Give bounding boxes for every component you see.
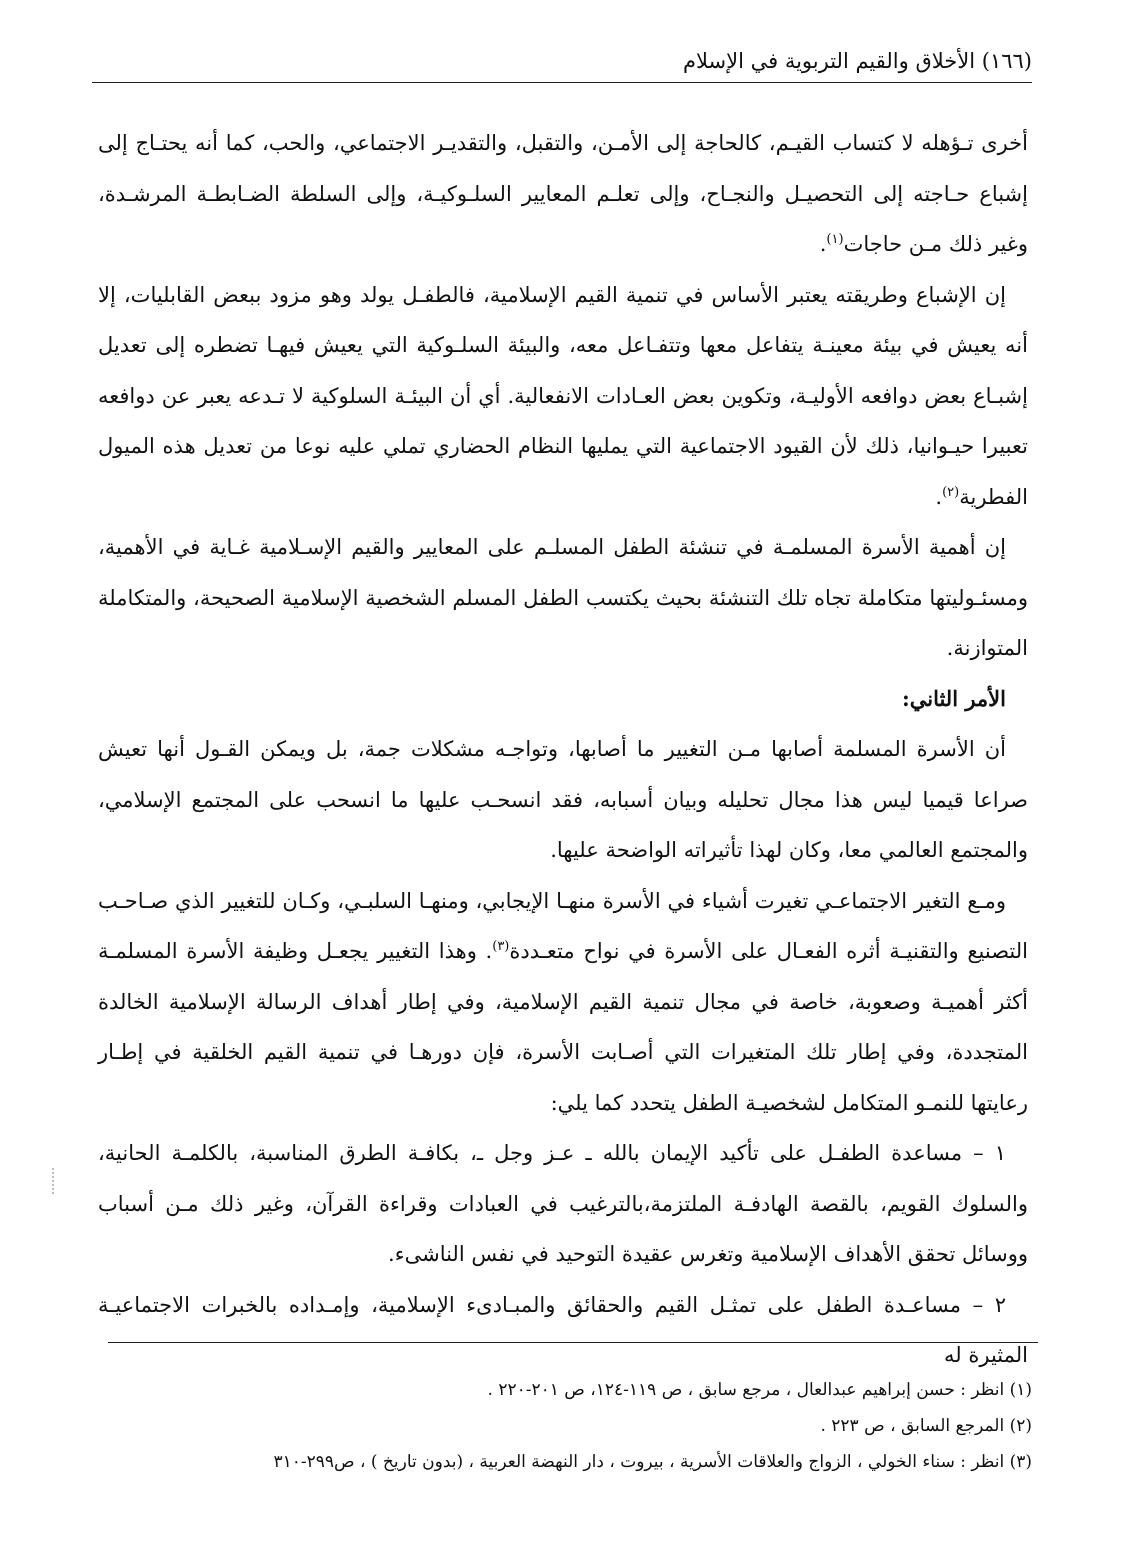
paragraph-3: إن أهمية الأسرة المسلمـة في تنشئة الطفل المسلـم على المعايير والقيم الإسـلامية غـاية في الأهمية، ومسئـوليتها متكاملة تجاه تلك التنشئة بحيث يكتسب الطفل المسلم الشخصية الإسلامية الصحيحة، والمتكاملة المتوازنة. bbox=[98, 535, 1028, 660]
paragraph-1-text: أخرى تـؤهله لا كتساب القيـم، كالحاجة إلى الأمـن، والتقبل، والتقديـر الاجتماعي، والحب، كما أنه يحتـاج إلى إشباع حـاجته إلى التحصيـل والنجـاح، وإلى تعلـم المعايير السلـوكيـة، وإلى السلطة الضـابطـة المرشـدة، وغير ذلك مـن حاجات bbox=[98, 131, 1028, 256]
footnote-ref-1[interactable]: (١) bbox=[826, 232, 844, 247]
list-item-2: ٢ – مساعـدة الطفل على تمثـل القيم والحقائق والمبـادىء الإسلامية، وإمـداده بالخبرات الاجتماعيـة المثيرة له bbox=[98, 1292, 1028, 1367]
paragraph-5-text-b: . وهذا التغيير يجعـل وظيفة الأسرة المسلمـة أكثر أهميـة وصعوبة، خاصة في مجال تنمية القيم الإسلامية، وفي إطار أهداف الرسالة الإسلامية الخالدة المتجددة، وفي إطار تلك المتغيرات التي أصـابت الأسرة، فإن دورهـا في تنمية القيم الخلقية في إطـار رعايتها للنمـو المتكامل لشخصيـة الطفل يتحدد كما يلي: bbox=[98, 939, 1028, 1115]
paragraph-2 bbox=[98, 270, 1028, 523]
footnote-divider bbox=[108, 1342, 1038, 1343]
paragraph-5-text-a: ومـع التغير الاجتماعـي تغيرت أشياء في الأسرة منهـا الإيجابي، ومنهـا السلبـي، وكـان للتغيير الذي صـاحـب التصنيع والتقنيـة أثره الفعـال على الأسرة في نواح متعـددة bbox=[98, 888, 1029, 963]
paragraph-2-end: . bbox=[935, 484, 943, 509]
footnote-1: (١) انظر : حسن إبراهيم عبدالعال ، مرجع سابق ، ص ١١٩-١٢٤، ص ٢٠١-٢٢٠ . bbox=[487, 1380, 1032, 1400]
footnote-ref-3[interactable]: (٣) bbox=[492, 939, 510, 954]
paragraph-2-text: إن الإشباع وطريقته يعتبر الأساس في تنمية القيم الإسلامية، فالطفـل يولد وهو مزود ببعض القابليات، إلا أنه يعيش في بيئة معينـة يتفاعل معها وتتفـاعل معه، والبيئة السلـوكية التي يعيش فيهـا تضطره إلى تعديل إشبـاع بعض دوافعه الأوليـة، وتكوين بعض العـادات الانفعالية. أي أن البيئـة السلوكية لا تـدعه يعبر عن دوافعه تعبيرا حيـوانيا، ذلك لأن القيود الاجتماعية التي يمليها النظام الحضاري تملي عليه نوعا من تعديل هذه الميول الفطرية bbox=[98, 282, 1028, 509]
page-number: (١٦٦) bbox=[981, 49, 1032, 73]
list-item-1: ١ – مساعدة الطفـل على تأكيد الإيمان بالله ـ عـز وجل ـ، بكافـة الطرق المناسبة، بالكلمـة الحانية، والسلوك القويم، بالقصة الهادفـة الملتزمة،بالترغيب في العبادات وقراءة القرآن، وغير ذلك مـن أسباب ووسائل تحقق الأهداف الإسلامية وتغرس عقيدة التوحيد في نفس الناشىء. bbox=[98, 1141, 1028, 1266]
section-heading: الأمر الثاني: bbox=[901, 685, 1006, 711]
main-text bbox=[98, 118, 1028, 1381]
footnotes bbox=[102, 1372, 1032, 1480]
book-title: الأخلاق والقيم التربوية في الإسلام bbox=[683, 49, 976, 73]
paragraph-5 bbox=[98, 876, 1028, 1129]
footnote-3: (٣) انظر : سناء الخولي ، الزواج والعلاقات الأسرية ، بيروت ، دار النهضة العربية ، (بدون تاريخ ) ، ص٢٩٩-٣١٠ bbox=[273, 1452, 1032, 1472]
scan-margin-mark bbox=[52, 1168, 56, 1194]
paragraph-1 bbox=[98, 118, 1028, 270]
paragraph-4: أن الأسرة المسلمة أصابها مـن التغيير ما أصابها، وتواجـه مشكلات جمة، بل ويمكن القـول أنها تعيش صراعا قيميا ليس هذا مجال تحليله وبيان أسبابه، فقد انسحـب عليها ما انسحب على المجتمع الإسلامي، والمجتمع العالمي معا، وكان لهذا تأثيراته الواضحة عليها. bbox=[98, 737, 1028, 862]
running-header bbox=[92, 46, 1032, 83]
footnote-ref-2[interactable]: (٢) bbox=[942, 484, 960, 500]
paragraph-1-end: . bbox=[819, 232, 827, 256]
footnote-2: (٢) المرجع السابق ، ص ٢٢٣ . bbox=[820, 1416, 1032, 1436]
